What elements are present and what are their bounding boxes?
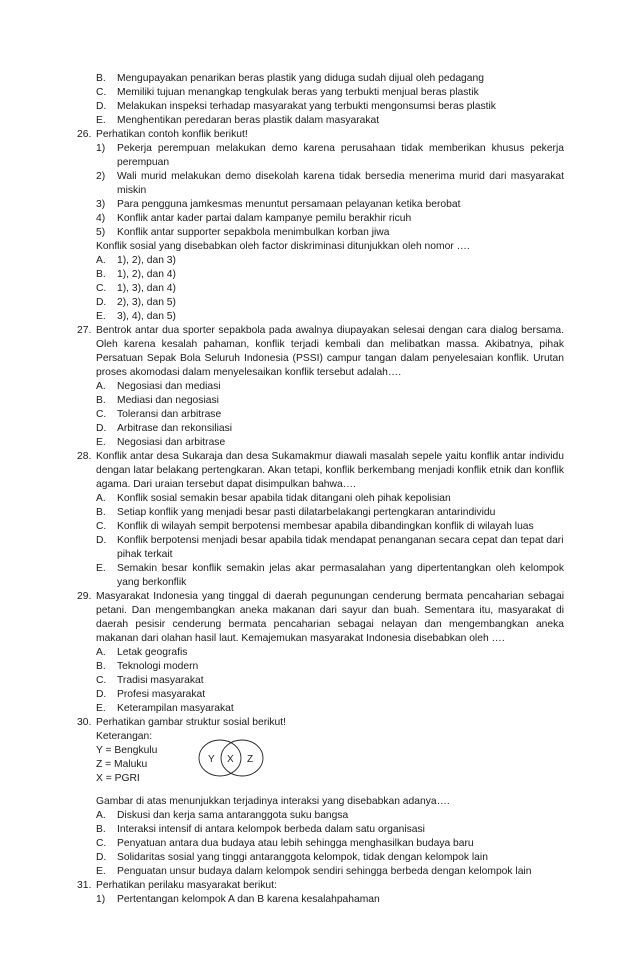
option-text-continued: pihak terkait xyxy=(117,549,173,560)
legend-item: Y = Bengkulu xyxy=(96,745,158,756)
option-text: Konflik berpotensi menjadi besar apabila tidak mendapat penanganan secara cepat dan tepat dari xyxy=(117,535,564,546)
option-letter: E. xyxy=(96,563,106,574)
option-text: Arbitrase dan rekonsiliasi xyxy=(117,423,233,434)
option-text: Penyatuan antara dua budaya atau lebih sehingga menghasilkan budaya baru xyxy=(117,838,474,849)
question-intro: Perhatikan gambar struktur sosial berikut! xyxy=(96,717,287,728)
option-letter: B. xyxy=(96,73,106,84)
option-text: Diskusi dan kerja sama antaranggota suku bangsa xyxy=(117,810,349,821)
item-number: 3) xyxy=(96,199,106,210)
question-text: petani. Dan mengembangkan aneka makanan dari sayur dan buah. Sementara itu, masyarakat di xyxy=(96,605,564,616)
option-text: Penguatan unsur budaya dalam kelompok sendiri sehingga berbeda dengan kelompok lain xyxy=(117,866,532,877)
option-text: 3), 4), dan 5) xyxy=(117,311,176,322)
legend-item: X = PGRI xyxy=(96,773,140,784)
option-letter: A. xyxy=(96,255,106,266)
item-text-continued: miskin xyxy=(117,185,147,196)
option-letter: A. xyxy=(96,647,106,658)
item-text: Pertentangan kelompok A dan B karena kesalahpahaman xyxy=(117,894,380,905)
option-letter: B. xyxy=(96,661,106,672)
legend-title: Keterangan: xyxy=(96,731,153,742)
option-text: Negosiasi dan mediasi xyxy=(117,381,221,392)
option-text: Negosiasi dan arbitrase xyxy=(117,437,226,448)
option-letter: E. xyxy=(96,115,106,126)
option-text: Toleransi dan arbitrase xyxy=(117,409,222,420)
question-text: Konflik antar desa Sukaraja dan desa Sukamakmur diawali masalah sepele yaitu konflik antar individu xyxy=(96,451,564,462)
option-letter: D. xyxy=(96,297,107,308)
option-letter: C. xyxy=(96,521,107,532)
venn-label-y: Y xyxy=(208,754,215,765)
option-letter: D. xyxy=(96,689,107,700)
question-number: 27. xyxy=(77,325,92,336)
option-letter: C. xyxy=(96,283,107,294)
question-intro: Perhatikan contoh konflik berikut! xyxy=(96,129,248,140)
option-letter: C. xyxy=(96,409,107,420)
option-text: 1), 3), dan 4) xyxy=(117,283,176,294)
option-letter: E. xyxy=(96,866,106,877)
question-text: Gambar di atas menunjukkan terjadinya interaksi yang disebabkan adanya…. xyxy=(96,796,450,807)
option-text: Mengupayakan penarikan beras plastik yang diduga sudah dijual oleh pedagang xyxy=(117,73,484,84)
option-text: Letak geografis xyxy=(117,647,188,658)
option-text: Solidaritas sosial yang tinggi antaranggota kelompok, tidak dengan kelompok lain xyxy=(117,852,488,863)
venn-label-x: X xyxy=(227,754,234,765)
option-text: 2), 3), dan 5) xyxy=(117,297,176,308)
item-number: 5) xyxy=(96,227,106,238)
option-text: Memiliki tujuan menangkap tengkulak beras yang terbukti menjual beras plastik xyxy=(117,87,479,98)
option-text: Interaksi intensif di antara kelompok berbeda dalam satu organisasi xyxy=(117,824,425,835)
venn-label-z: Z xyxy=(247,754,254,765)
option-letter: C. xyxy=(96,838,107,849)
item-text: Konflik antar kader partai dalam kampanye pemilu berakhir ricuh xyxy=(117,213,412,224)
question-text: Oleh karena kesalah pahaman, konflik terjadi kembali dan melibatkan massa. Akibatnya, pihak xyxy=(96,339,564,350)
item-number: 1) xyxy=(96,143,106,154)
option-letter: E. xyxy=(96,703,106,714)
option-letter: D. xyxy=(96,852,107,863)
option-letter: A. xyxy=(96,810,106,821)
option-letter: C. xyxy=(96,87,107,98)
question-text: Masyarakat Indonesia yang tinggal di daerah pegunungan cenderung bermata pencaharian sebagai xyxy=(96,591,564,602)
option-letter: B. xyxy=(96,395,106,406)
option-text: Tradisi masyarakat xyxy=(117,675,204,686)
question-text: Bentrok antar dua sporter sepakbola pada awalnya diupayakan selesai dengan cara dialog bersama. xyxy=(96,325,564,336)
item-number: 1) xyxy=(96,894,106,905)
option-letter: D. xyxy=(96,101,107,112)
option-letter: E. xyxy=(96,437,106,448)
item-number: 4) xyxy=(96,213,106,224)
option-letter: C. xyxy=(96,675,107,686)
question-text: makanan dari olahan hasil laut. Kemajemukan masyarakat Indonesia disebabkan oleh …. xyxy=(96,633,505,644)
option-text: Konflik sosial semakin besar apabila tidak ditangani oleh pihak kepolisian xyxy=(117,493,451,504)
venn-circle-y xyxy=(199,740,241,776)
option-text: Keterampilan masyarakat xyxy=(117,703,234,714)
question-number: 31. xyxy=(77,880,92,891)
question-text: dengan latar belakang pertengkaran. Akan tetapi, konflik berkembang menjadi konflik etnik dan konflik xyxy=(96,465,564,476)
question-number: 30. xyxy=(77,717,92,728)
option-text: Mediasi dan negosiasi xyxy=(117,395,219,406)
question-text: Konflik sosial yang disebabkan oleh factor diskriminasi ditunjukkan oleh nomor …. xyxy=(96,241,470,252)
option-text: Setiap konflik yang menjadi besar pasti dilatarbelakangi pertengkaran antarindividu xyxy=(117,507,496,518)
option-text: Semakin besar konflik semakin jelas akar permasalahan yang dipertentangkan oleh kelompok xyxy=(117,563,564,574)
option-letter: B. xyxy=(96,507,106,518)
question-text: agama. Dari uraian tersebut dapat disimpulkan bahwa…. xyxy=(96,479,356,490)
option-letter: A. xyxy=(96,381,106,392)
item-text: Wali murid melakukan demo disekolah karena tidak bersedia menerima murid dari masyarakat xyxy=(117,171,564,182)
item-text: Konflik antar supporter sepakbola menimbulkan korban jiwa xyxy=(117,227,390,238)
option-text: 1), 2), dan 3) xyxy=(117,255,176,266)
option-letter: B. xyxy=(96,269,106,280)
item-number: 2) xyxy=(96,171,106,182)
option-letter: A. xyxy=(96,493,106,504)
question-number: 28. xyxy=(77,451,92,462)
question-number: 26. xyxy=(77,129,92,140)
option-letter: D. xyxy=(96,423,107,434)
item-text-continued: perempuan xyxy=(117,157,170,168)
legend-item: Z = Maluku xyxy=(96,759,148,770)
option-text: 1), 2), dan 4) xyxy=(117,269,176,280)
question-text: proses akomodasi dalam menyelesaikan konflik tersebut adalah…. xyxy=(96,367,402,378)
question-text: daerah pesisir cenderung bermata pencaharian sebagai nelayan dan mengembangkan aneka xyxy=(96,619,564,630)
option-text: Profesi masyarakat xyxy=(117,689,206,700)
option-text: Konflik di wilayah sempit berpotensi membesar apabila dibandingkan konflik di wilayah luas xyxy=(117,521,534,532)
option-letter: B. xyxy=(96,824,106,835)
item-text: Para pengguna jamkesmas menuntut persamaan pelayanan ketika berobat xyxy=(117,199,461,210)
option-text: Menghentikan peredaran beras plastik dalam masyarakat xyxy=(117,115,380,126)
question-intro: Perhatikan perilaku masyarakat berikut: xyxy=(96,880,277,891)
item-text: Pekerja perempuan melakukan demo karena perusahaan tidak memberikan khusus pekerja xyxy=(117,143,564,154)
option-text: Melakukan inspeksi terhadap masyarakat yang terbukti mengonsumsi beras plastik xyxy=(117,101,496,112)
venn-diagram xyxy=(196,736,276,780)
option-letter: D. xyxy=(96,535,107,546)
option-text: Teknologi modern xyxy=(117,661,199,672)
question-number: 29. xyxy=(77,591,92,602)
question-text: Persatuan Sepak Bola Seluruh Indonesia (PSSI) campur tangan dalam penyelesaian konflik. Urutan xyxy=(96,353,564,364)
option-letter: E. xyxy=(96,311,106,322)
option-text-continued: yang berkonflik xyxy=(117,577,187,588)
